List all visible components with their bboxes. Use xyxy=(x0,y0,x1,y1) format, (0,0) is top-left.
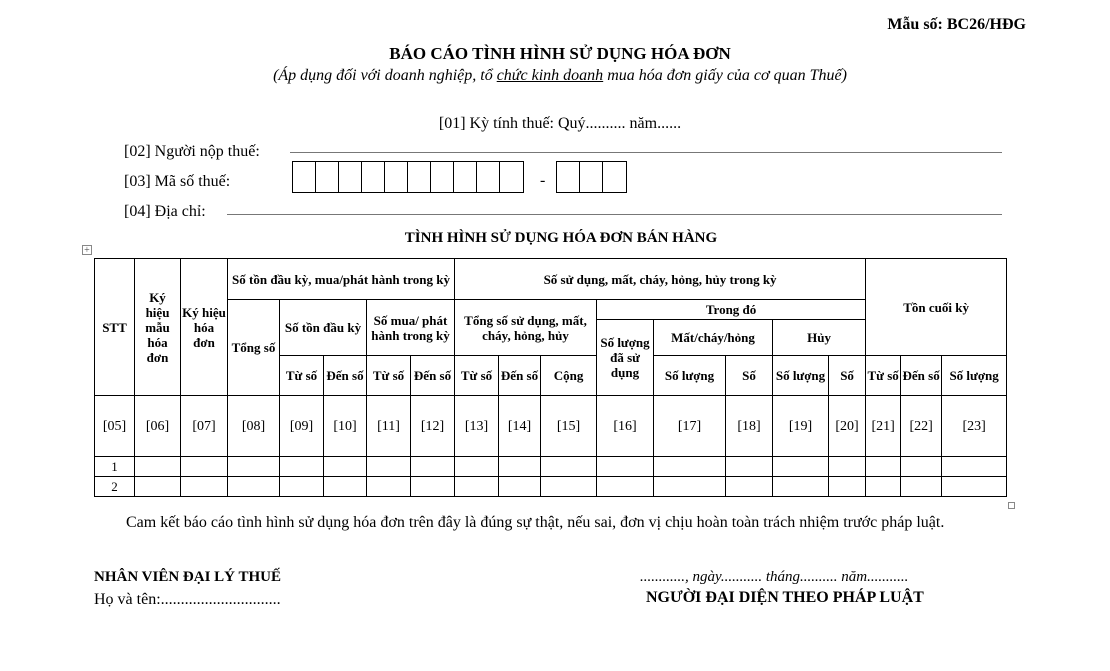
subtitle-underlined: chức kinh doanh xyxy=(496,67,604,84)
header-qty-used: Số lượng đã sử dụng xyxy=(597,320,654,396)
column-code: [22] xyxy=(901,396,942,457)
header-purchased: Số mua/ phát hành trong kỳ xyxy=(367,300,455,356)
table-cell[interactable] xyxy=(541,457,597,477)
tax-code-branch-boxes[interactable] xyxy=(556,161,627,193)
column-code: [13] xyxy=(455,396,499,457)
table-cell[interactable] xyxy=(135,457,181,477)
agent-title: NHÂN VIÊN ĐẠI LÝ THUẾ xyxy=(94,569,281,585)
tax-period-field[interactable]: [01] Kỳ tính thuế: Quý.......... năm...... xyxy=(438,115,682,132)
table-cell[interactable] xyxy=(499,457,541,477)
column-code: [11] xyxy=(367,396,411,457)
table-cell[interactable] xyxy=(942,477,1007,497)
table-cell[interactable] xyxy=(499,477,541,497)
tax-code-digit[interactable] xyxy=(316,162,339,192)
table-resize-handle-icon[interactable] xyxy=(1008,502,1015,509)
table-title: TÌNH HÌNH SỬ DỤNG HÓA ĐƠN BÁN HÀNG xyxy=(404,230,718,246)
header-to-no: Đến số xyxy=(499,356,541,396)
header-number: Số xyxy=(829,356,866,396)
header-form-symbol: Ký hiệu mẫu hóa đơn xyxy=(135,259,181,396)
tax-code-dash: - xyxy=(540,172,546,189)
header-to-no: Đến số xyxy=(901,356,942,396)
header-quantity: Số lượng xyxy=(773,356,829,396)
column-code: [12] xyxy=(411,396,455,457)
column-code-row xyxy=(95,396,1007,457)
tax-code-digit[interactable] xyxy=(500,162,523,192)
table-cell[interactable] xyxy=(829,457,866,477)
table-move-handle-icon[interactable]: + xyxy=(82,245,92,255)
table-cell[interactable] xyxy=(901,477,942,497)
header-of-which: Trong đó xyxy=(597,300,866,320)
table-cell[interactable] xyxy=(654,457,726,477)
table-cell[interactable] xyxy=(367,457,411,477)
table-cell[interactable] xyxy=(280,477,324,497)
header-from-no: Từ số xyxy=(866,356,901,396)
legal-representative-title: NGƯỜI ĐẠI DIỆN THEO PHÁP LUẬT xyxy=(646,589,924,606)
column-code: [17] xyxy=(654,396,726,457)
form-number: Mẫu số: BC26/HĐG xyxy=(887,16,1026,33)
invoice-usage-table xyxy=(94,258,1007,497)
header-from-no: Từ số xyxy=(367,356,411,396)
table-cell[interactable] xyxy=(181,457,228,477)
table-cell[interactable] xyxy=(726,477,773,497)
tax-code-branch-digit[interactable] xyxy=(557,162,580,192)
column-code: [14] xyxy=(499,396,541,457)
table-cell[interactable] xyxy=(866,477,901,497)
header-cancelled: Hủy xyxy=(773,320,866,356)
tax-code-branch-digit[interactable] xyxy=(603,162,626,192)
table-row xyxy=(95,477,1007,497)
agent-name-field[interactable]: Họ và tên:.............................. xyxy=(94,591,281,608)
column-code: [19] xyxy=(773,396,829,457)
table-cell[interactable] xyxy=(135,477,181,497)
column-code: [05] xyxy=(95,396,135,457)
header-sum: Cộng xyxy=(541,356,597,396)
table-cell[interactable] xyxy=(597,477,654,497)
table-cell[interactable] xyxy=(324,477,367,497)
subtitle-part-1: (Áp dụng đối với doanh nghiệp, tổ xyxy=(273,67,497,84)
tax-code-label: [03] Mã số thuế: xyxy=(124,173,231,190)
header-used-total: Tổng số sử dụng, mất, cháy, hỏng, hủy xyxy=(455,300,597,356)
table-cell[interactable] xyxy=(726,457,773,477)
tax-code-main-boxes[interactable] xyxy=(292,161,524,193)
table-cell[interactable] xyxy=(181,477,228,497)
column-code: [06] xyxy=(135,396,181,457)
column-code: [08] xyxy=(228,396,280,457)
header-number: Số xyxy=(726,356,773,396)
table-cell[interactable] xyxy=(324,457,367,477)
table-cell[interactable] xyxy=(455,457,499,477)
row-number: 1 xyxy=(95,457,135,477)
table-cell[interactable] xyxy=(411,457,455,477)
tax-code-digit[interactable] xyxy=(362,162,385,192)
header-total: Tổng số xyxy=(228,300,280,396)
column-code: [10] xyxy=(324,396,367,457)
tax-code-digit[interactable] xyxy=(431,162,454,192)
column-code: [16] xyxy=(597,396,654,457)
table-cell[interactable] xyxy=(901,457,942,477)
header-opening-group: Số tồn đầu kỳ, mua/phát hành trong kỳ xyxy=(228,259,455,300)
header-stt: STT xyxy=(95,259,135,396)
document-subtitle xyxy=(0,67,1110,85)
tax-code-digit[interactable] xyxy=(408,162,431,192)
column-code: [18] xyxy=(726,396,773,457)
table-cell[interactable] xyxy=(228,477,280,497)
table-cell[interactable] xyxy=(654,477,726,497)
table-cell[interactable] xyxy=(773,457,829,477)
header-quantity: Số lượng xyxy=(942,356,1007,396)
tax-code-digit[interactable] xyxy=(293,162,316,192)
header-from-no: Từ số xyxy=(280,356,324,396)
table-cell[interactable] xyxy=(367,477,411,497)
header-usage-group: Số sử dụng, mất, cháy, hỏng, hủy trong kỳ xyxy=(455,259,866,300)
tax-code-digit[interactable] xyxy=(477,162,500,192)
column-code: [09] xyxy=(280,396,324,457)
tax-code-branch-digit[interactable] xyxy=(580,162,603,192)
header-quantity: Số lượng xyxy=(654,356,726,396)
table-cell[interactable] xyxy=(866,457,901,477)
column-code: [07] xyxy=(181,396,228,457)
tax-code-digit[interactable] xyxy=(385,162,408,192)
column-code: [15] xyxy=(541,396,597,457)
column-code: [23] xyxy=(942,396,1007,457)
table-cell[interactable] xyxy=(597,457,654,477)
table-cell[interactable] xyxy=(541,477,597,497)
table-cell[interactable] xyxy=(411,477,455,497)
header-from-no: Từ số xyxy=(455,356,499,396)
header-to-no: Đến số xyxy=(324,356,367,396)
signature-date-line[interactable]: ............, ngày........... tháng.......... năm........... xyxy=(640,569,909,585)
address-input-line[interactable] xyxy=(227,214,1002,215)
table-cell[interactable] xyxy=(280,457,324,477)
table-cell[interactable] xyxy=(228,457,280,477)
column-code: [20] xyxy=(829,396,866,457)
table-cell[interactable] xyxy=(455,477,499,497)
commitment-statement: Cam kết báo cáo tình hình sử dụng hóa đơn trên đây là đúng sự thật, nếu sai, đơn vị chịu hoàn toàn trách nhiệm trước pháp luật. xyxy=(126,514,945,531)
tax-code-digit[interactable] xyxy=(454,162,477,192)
table-cell[interactable] xyxy=(773,477,829,497)
document-title: BÁO CÁO TÌNH HÌNH SỬ DỤNG HÓA ĐƠN xyxy=(389,44,731,63)
header-opening-stock: Số tồn đầu kỳ xyxy=(280,300,367,356)
tax-code-digit[interactable] xyxy=(339,162,362,192)
address-label: [04] Địa chỉ: xyxy=(124,203,206,220)
table-cell[interactable] xyxy=(829,477,866,497)
column-code: [21] xyxy=(866,396,901,457)
header-to-no: Đến số xyxy=(411,356,455,396)
header-lost: Mất/cháy/hỏng xyxy=(654,320,773,356)
table-row xyxy=(95,457,1007,477)
row-number: 2 xyxy=(95,477,135,497)
subtitle-part-2: mua hóa đơn giấy của cơ quan Thuế) xyxy=(603,67,847,84)
taxpayer-label: [02] Người nộp thuế: xyxy=(124,143,260,160)
table-cell[interactable] xyxy=(942,457,1007,477)
taxpayer-input-line[interactable] xyxy=(290,152,1002,153)
header-closing-group: Tồn cuối kỳ xyxy=(866,259,1007,356)
header-invoice-symbol: Ký hiệu hóa đơn xyxy=(181,259,228,396)
